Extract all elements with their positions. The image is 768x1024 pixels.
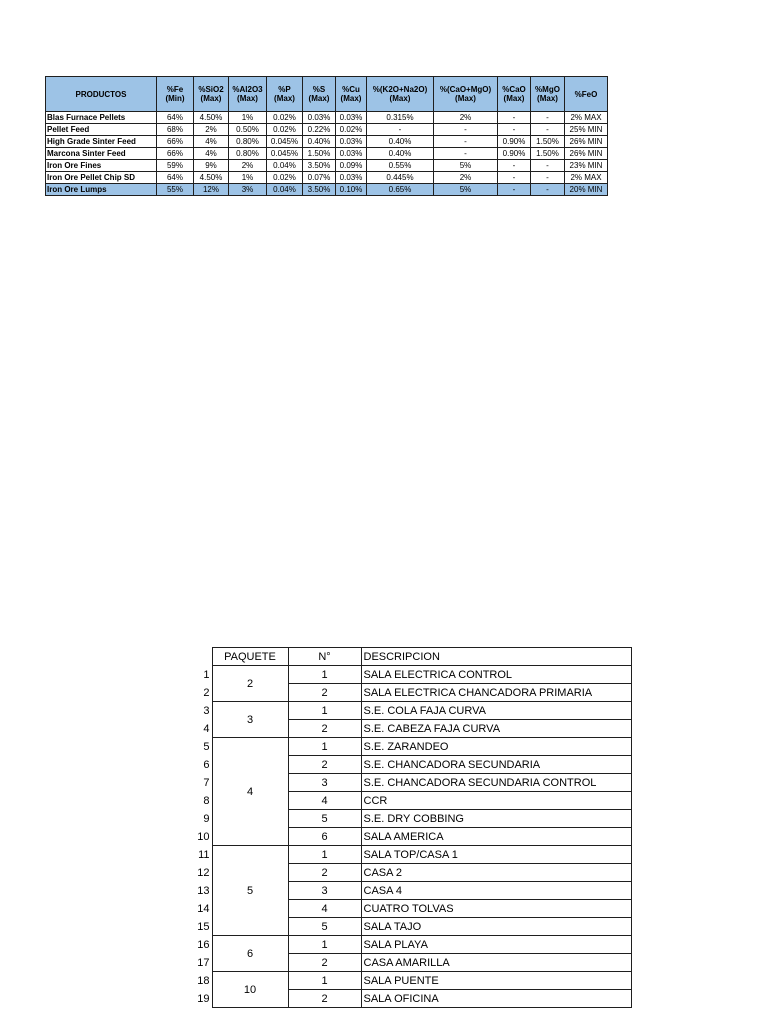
spec-row <box>46 184 608 196</box>
spec-value-cell: 25% MIN <box>565 124 608 136</box>
descripcion-cell: CASA 4 <box>361 882 631 900</box>
spec-value-cell: 0.07% <box>303 172 336 184</box>
spec-value-cell: 66% <box>157 148 194 160</box>
row-index: 8 <box>203 794 210 807</box>
row-index: 11 <box>198 848 210 861</box>
spec-value-cell: 1.50% <box>303 148 336 160</box>
spec-value-cell: 0.03% <box>336 172 367 184</box>
spec-value-cell: - <box>367 124 434 136</box>
spec-column-header: %FeO <box>565 77 608 112</box>
spec-value-cell: 5% <box>434 184 498 196</box>
spec-row <box>46 136 608 148</box>
spec-value-cell: 59% <box>157 160 194 172</box>
numero-cell: 1 <box>288 846 361 864</box>
spec-value-cell: 55% <box>157 184 194 196</box>
spec-value-cell: - <box>498 124 531 136</box>
spec-value-cell: - <box>531 124 565 136</box>
paquete-header-row <box>192 648 631 666</box>
descripcion-header: DESCRIPCION <box>361 648 631 666</box>
spec-value-cell: - <box>498 112 531 124</box>
index-header <box>192 648 212 666</box>
table-row <box>192 972 631 990</box>
numero-cell: 2 <box>288 954 361 972</box>
row-index: 1 <box>203 668 210 681</box>
row-index: 5 <box>203 740 210 753</box>
spec-row <box>46 148 608 160</box>
spec-row <box>46 124 608 136</box>
spec-column-header: %Al2O3 (Max) <box>229 77 267 112</box>
spec-value-cell: 0.315% <box>367 112 434 124</box>
spec-value-cell: - <box>531 184 565 196</box>
spec-value-cell: - <box>531 172 565 184</box>
numero-cell: 4 <box>288 792 361 810</box>
spec-value-cell: 2% <box>229 160 267 172</box>
spec-value-cell: 0.02% <box>336 124 367 136</box>
row-index: 15 <box>197 920 210 933</box>
spec-value-cell: - <box>531 112 565 124</box>
descripcion-cell: SALA OFICINA <box>361 990 631 1008</box>
spec-value-cell: 0.045% <box>267 148 303 160</box>
spec-column-header: %S (Max) <box>303 77 336 112</box>
spec-value-cell: 0.80% <box>229 136 267 148</box>
spec-value-cell: 0.02% <box>267 124 303 136</box>
spec-column-header: %MgO (Max) <box>531 77 565 112</box>
spec-value-cell: 0.09% <box>336 160 367 172</box>
row-index: 6 <box>203 758 210 771</box>
spec-column-header: %(K2O+Na2O) (Max) <box>367 77 434 112</box>
descripcion-cell: CASA 2 <box>361 864 631 882</box>
spec-value-cell: 26% MIN <box>565 148 608 160</box>
spec-value-cell: 26% MIN <box>565 136 608 148</box>
descripcion-cell: SALA AMERICA <box>361 828 631 846</box>
spec-value-cell: 0.80% <box>229 148 267 160</box>
row-index: 2 <box>203 686 210 699</box>
numero-cell: 2 <box>288 990 361 1008</box>
numero-cell: 3 <box>288 882 361 900</box>
spec-value-cell: 1% <box>229 172 267 184</box>
table-row <box>192 666 631 684</box>
spec-value-cell: 0.045% <box>267 136 303 148</box>
spec-value-cell: 4.50% <box>194 112 229 124</box>
spec-value-cell: 1% <box>229 112 267 124</box>
spec-value-cell: 9% <box>194 160 229 172</box>
descripcion-cell: CCR <box>361 792 631 810</box>
numero-cell: 2 <box>288 756 361 774</box>
spec-value-cell: 0.22% <box>303 124 336 136</box>
row-index: 14 <box>197 902 210 915</box>
spec-value-cell: 5% <box>434 160 498 172</box>
numero-cell: 2 <box>288 684 361 702</box>
spec-value-cell: 0.04% <box>267 160 303 172</box>
numero-cell: 4 <box>288 900 361 918</box>
row-index: 13 <box>197 884 210 897</box>
spec-value-cell: 0.02% <box>267 172 303 184</box>
numero-cell: 1 <box>288 702 361 720</box>
numero-cell: 1 <box>288 936 361 954</box>
descripcion-cell: S.E. CHANCADORA SECUNDARIA CONTROL <box>361 774 631 792</box>
row-index: 7 <box>203 776 210 789</box>
descripcion-cell: SALA ELECTRICA CONTROL <box>361 666 631 684</box>
paquete-cell: 3 <box>212 702 288 738</box>
table-row <box>192 702 631 720</box>
row-index: 3 <box>203 704 210 717</box>
numero-cell: 2 <box>288 864 361 882</box>
spec-value-cell: 2% <box>434 112 498 124</box>
numero-cell: 1 <box>288 738 361 756</box>
descripcion-cell: CUATRO TOLVAS <box>361 900 631 918</box>
paquete-cell: 4 <box>212 738 288 846</box>
spec-value-cell: 3.50% <box>303 184 336 196</box>
spec-value-cell: 1.50% <box>531 136 565 148</box>
spec-value-cell: 0.40% <box>303 136 336 148</box>
descripcion-cell: SALA TAJO <box>361 918 631 936</box>
paquete-cell: 2 <box>212 666 288 702</box>
spec-value-cell: 0.90% <box>498 136 531 148</box>
descripcion-cell: S.E. COLA FAJA CURVA <box>361 702 631 720</box>
spec-value-cell: 2% MAX <box>565 172 608 184</box>
spec-value-cell: 0.10% <box>336 184 367 196</box>
table-row <box>192 846 631 864</box>
product-name-cell: Pellet Feed <box>46 124 157 136</box>
spec-column-header: %Cu (Max) <box>336 77 367 112</box>
spec-value-cell: 0.03% <box>303 112 336 124</box>
row-index: 9 <box>203 812 210 825</box>
productos-header: PRODUCTOS <box>46 77 157 112</box>
spec-value-cell: - <box>434 148 498 160</box>
row-index: 16 <box>197 938 210 951</box>
spec-row <box>46 160 608 172</box>
spec-value-cell: 3% <box>229 184 267 196</box>
paquete-cell: 5 <box>212 846 288 936</box>
spec-row <box>46 112 608 124</box>
spec-value-cell: 0.03% <box>336 136 367 148</box>
spec-value-cell: 0.90% <box>498 148 531 160</box>
spec-value-cell: 0.445% <box>367 172 434 184</box>
spec-value-cell: 2% MAX <box>565 112 608 124</box>
numero-cell: 6 <box>288 828 361 846</box>
spec-value-cell: 0.40% <box>367 148 434 160</box>
spec-value-cell: 3.50% <box>303 160 336 172</box>
product-name-cell: Iron Ore Lumps <box>46 184 157 196</box>
spec-value-cell: 0.55% <box>367 160 434 172</box>
row-index: 4 <box>203 722 210 735</box>
product-name-cell: Blas Furnace Pellets <box>46 112 157 124</box>
spec-value-cell: 4% <box>194 136 229 148</box>
spec-value-cell: 12% <box>194 184 229 196</box>
descripcion-cell: SALA ELECTRICA CHANCADORA PRIMARIA <box>361 684 631 702</box>
spec-value-cell: 23% MIN <box>565 160 608 172</box>
numero-header: N° <box>288 648 361 666</box>
spec-column-header: %P (Max) <box>267 77 303 112</box>
spec-value-cell: - <box>498 184 531 196</box>
spec-value-cell: 4% <box>194 148 229 160</box>
paquete-cell: 6 <box>212 936 288 972</box>
spec-value-cell: - <box>498 160 531 172</box>
product-name-cell: Iron Ore Pellet Chip SD <box>46 172 157 184</box>
spec-value-cell: 2% <box>434 172 498 184</box>
numero-cell: 1 <box>288 666 361 684</box>
spec-row <box>46 172 608 184</box>
paquete-header: PAQUETE <box>212 648 288 666</box>
descripcion-cell: SALA PLAYA <box>361 936 631 954</box>
spec-column-header: %CaO (Max) <box>498 77 531 112</box>
spec-value-cell: - <box>498 172 531 184</box>
paquete-table <box>192 647 632 1008</box>
table-row <box>192 738 631 756</box>
descripcion-cell: SALA TOP/CASA 1 <box>361 846 631 864</box>
spec-value-cell: 68% <box>157 124 194 136</box>
spec-value-cell: - <box>531 160 565 172</box>
descripcion-cell: S.E. ZARANDEO <box>361 738 631 756</box>
product-name-cell: Marcona Sinter Feed <box>46 148 157 160</box>
product-name-cell: Iron Ore Fines <box>46 160 157 172</box>
descripcion-cell: S.E. CABEZA FAJA CURVA <box>361 720 631 738</box>
spec-column-header: %Fe (Min) <box>157 77 194 112</box>
descripcion-cell: SALA PUENTE <box>361 972 631 990</box>
spec-header-row <box>46 77 608 112</box>
spec-value-cell: 0.04% <box>267 184 303 196</box>
row-index: 12 <box>197 866 210 879</box>
row-index: 18 <box>197 974 210 987</box>
product-name-cell: High Grade Sinter Feed <box>46 136 157 148</box>
numero-cell: 1 <box>288 972 361 990</box>
descripcion-cell: S.E. CHANCADORA SECUNDARIA <box>361 756 631 774</box>
spec-value-cell: 0.40% <box>367 136 434 148</box>
spec-value-cell: 0.03% <box>336 112 367 124</box>
spec-value-cell: 0.03% <box>336 148 367 160</box>
product-spec-table <box>45 76 608 196</box>
descripcion-cell: S.E. DRY COBBING <box>361 810 631 828</box>
spec-value-cell: 20% MIN <box>565 184 608 196</box>
spec-value-cell: 0.50% <box>229 124 267 136</box>
spec-value-cell: 4.50% <box>194 172 229 184</box>
spec-value-cell: 66% <box>157 136 194 148</box>
row-index: 10 <box>197 830 210 843</box>
row-index: 19 <box>197 992 210 1005</box>
spec-value-cell: 0.65% <box>367 184 434 196</box>
paquete-cell: 10 <box>212 972 288 1008</box>
spec-value-cell: 2% <box>194 124 229 136</box>
spec-column-header: %SiO2 (Max) <box>194 77 229 112</box>
descripcion-cell: CASA AMARILLA <box>361 954 631 972</box>
spec-value-cell: 64% <box>157 112 194 124</box>
row-index: 17 <box>197 956 210 969</box>
numero-cell: 2 <box>288 720 361 738</box>
table-row <box>192 936 631 954</box>
spec-value-cell: 0.02% <box>267 112 303 124</box>
numero-cell: 5 <box>288 918 361 936</box>
numero-cell: 5 <box>288 810 361 828</box>
spec-value-cell: - <box>434 124 498 136</box>
numero-cell: 3 <box>288 774 361 792</box>
spec-value-cell: - <box>434 136 498 148</box>
spec-value-cell: 64% <box>157 172 194 184</box>
spec-value-cell: 1.50% <box>531 148 565 160</box>
spec-column-header: %(CaO+MgO) (Max) <box>434 77 498 112</box>
